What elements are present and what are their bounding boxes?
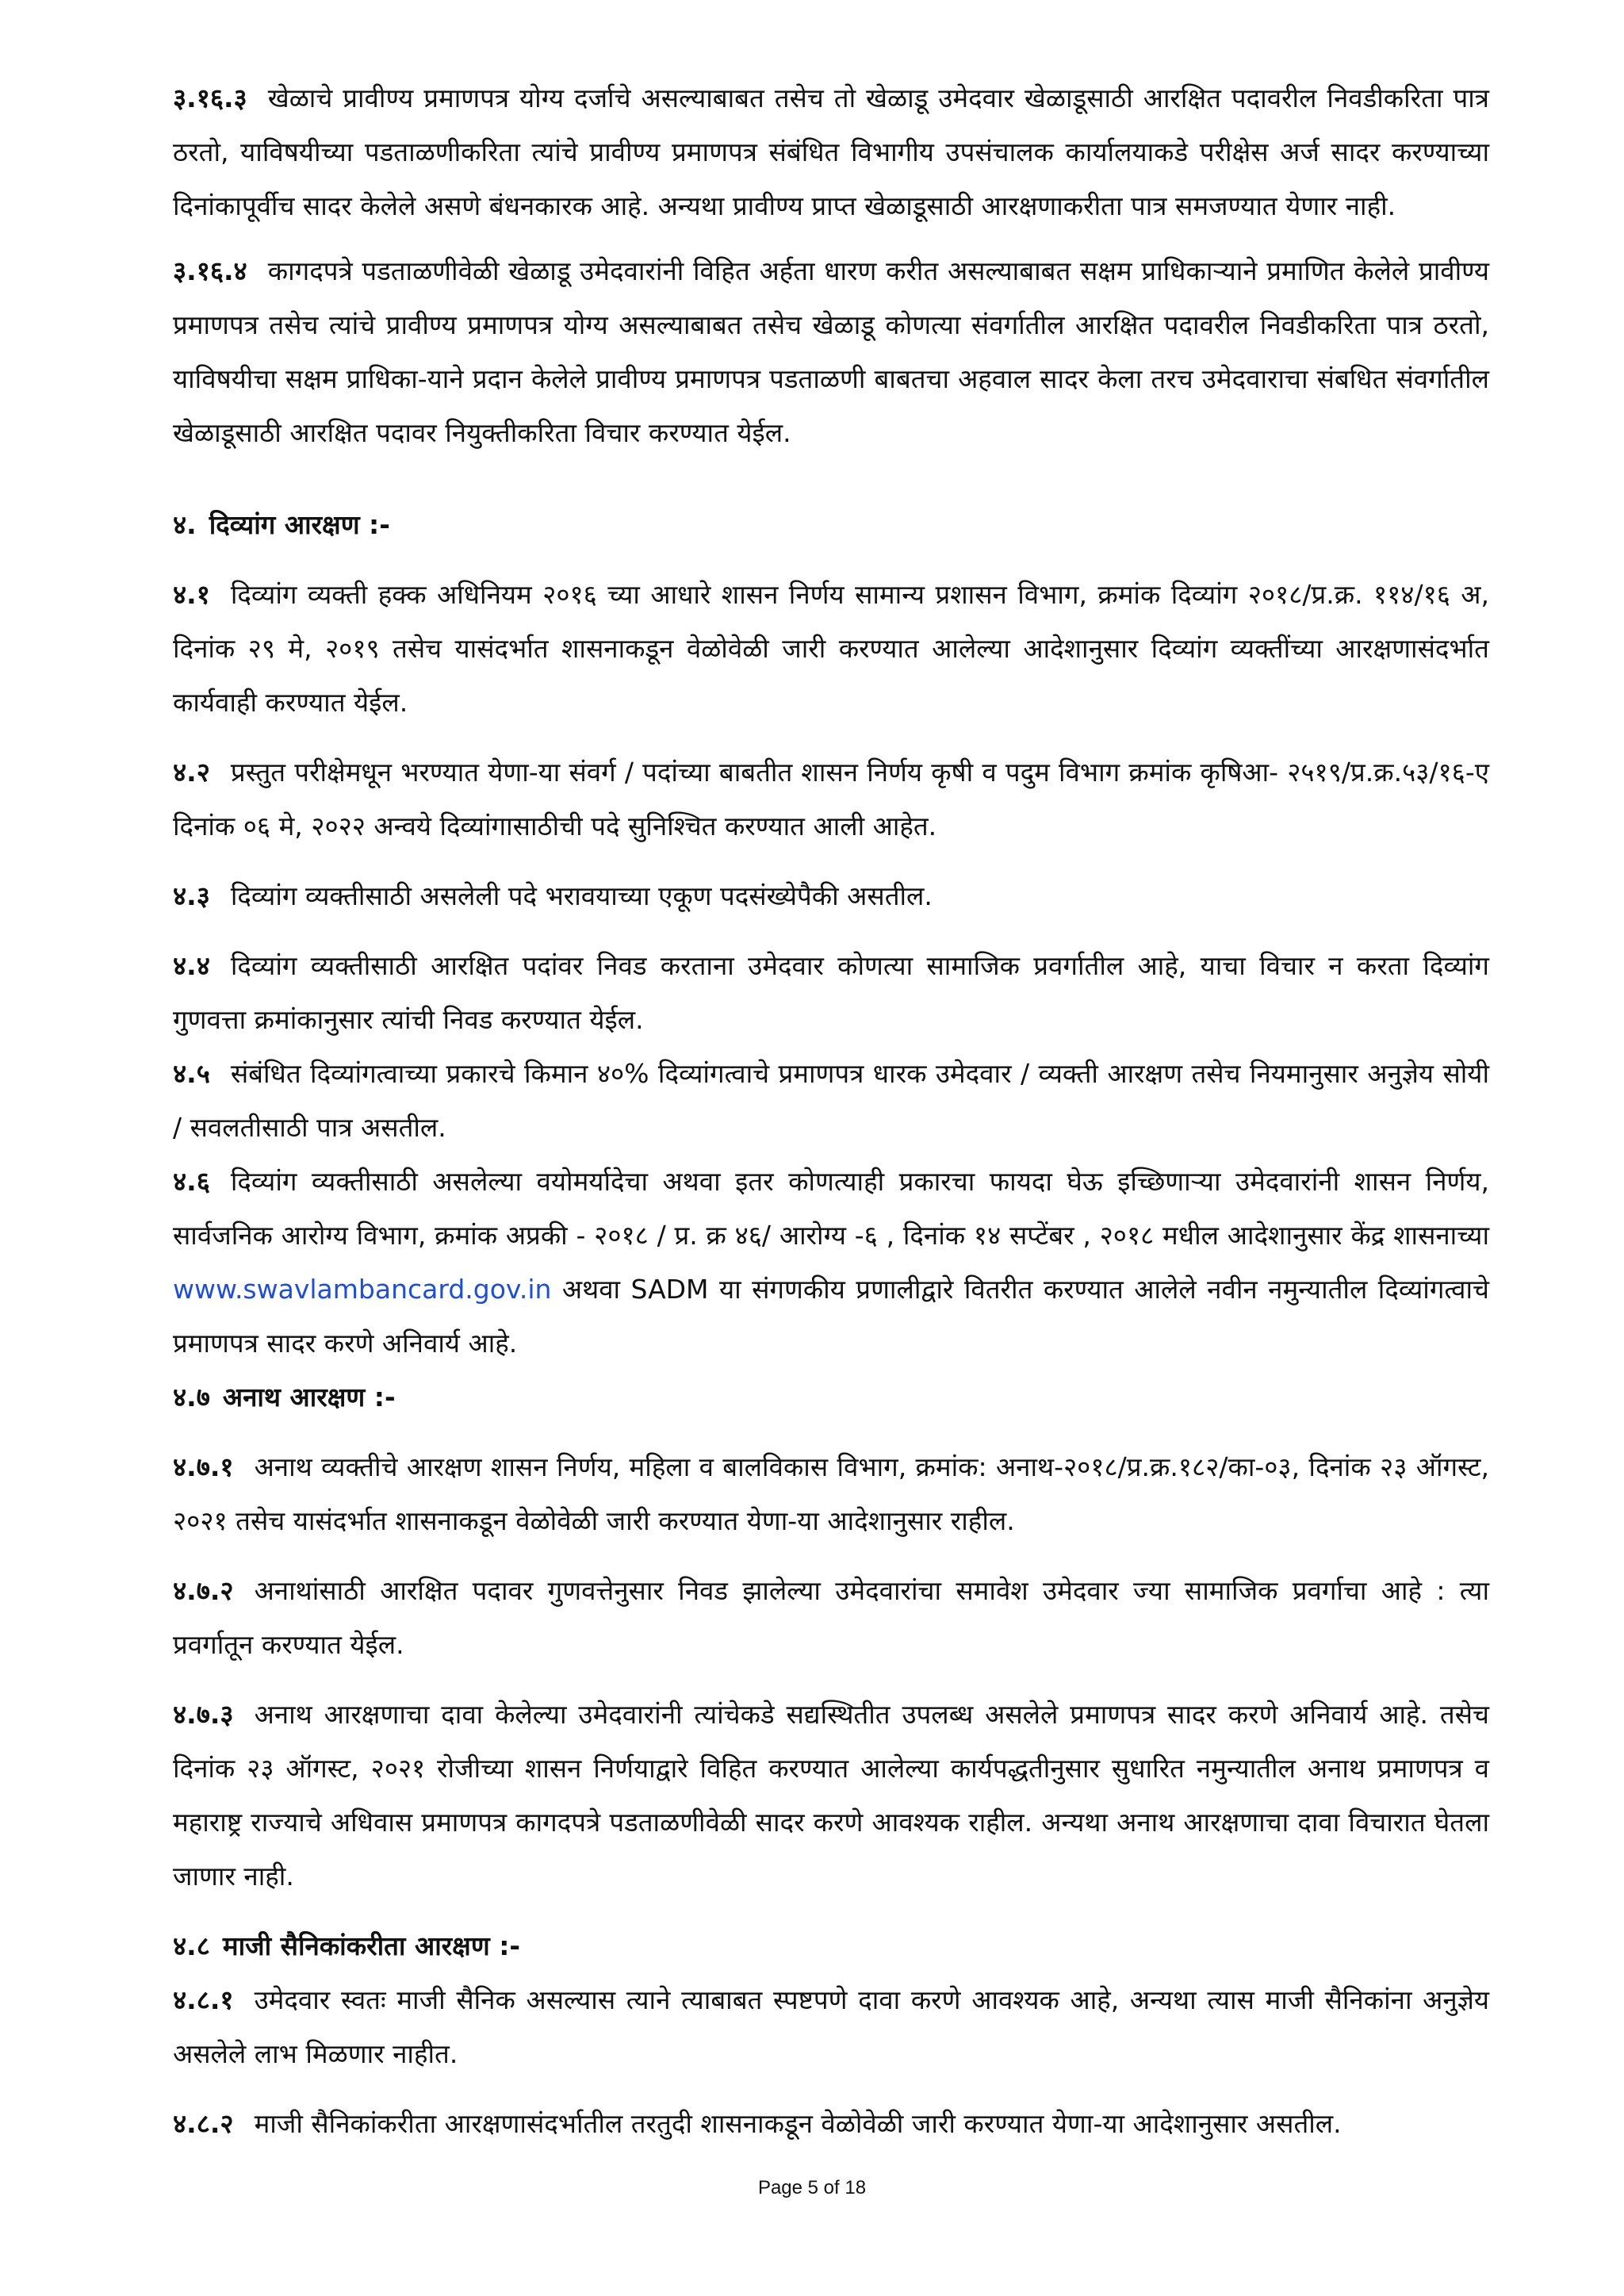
paragraph-text: खेळाचे प्रावीण्य प्रमाणपत्र योग्य दर्जाचे असल्याबाबत तसेच तो खेळाडू उमेदवार खेळाडूसाठी आरक्षित पदावरील निवडीकरिता पात्र ठरतो, याविषयीच्या पडताळणीकरिता त्यांचे प्रावीण्य प्रमाणपत्र संबंधित विभागीय उपसंचालक कार्यालयाकडे परीक्षेस अर्ज सादर करण्याच्या दिनांकापूर्वीच सादर केलेले असणे बंधनकारक आहे. अन्यथा प्रावीण्य प्राप्त खेळाडूसाठी आरक्षणाकरीता पात्र समजण्यात येणार नाही. — [173, 82, 1489, 221]
paragraph-3-16-3 — [173, 71, 1489, 233]
paragraph-text: माजी सैनिकांकरीता आरक्षणासंदर्भातील तरतुदी शासनाकडून वेळोवेळी जारी करण्यात येणा-या आदेशानुसार असतील. — [254, 2108, 1342, 2139]
paragraph-3-16-4 — [173, 244, 1489, 460]
paragraph-text: दिव्यांग व्यक्तीसाठी असलेल्या वयोमर्यादेचा अथवा इतर कोणत्याही प्रकारचा फायदा घेऊ इच्छिणाऱ्या उमेदवारांनी शासन निर्णय, सार्वजनिक आरोग्य विभाग, क्रमांक अप्रकी - २०१८ / प्र. क्र ४६/ आरोग्य -६ , दिनांक १४ सप्टेंबर , २०१८ मधील आदेशानुसार केंद्र शासनाच्या — [173, 1166, 1489, 1251]
paragraph-4-1 — [173, 568, 1489, 730]
paragraph-4-8-2 — [173, 2097, 1489, 2151]
paragraph-text-continued: अथवा SADM या संगणकीय प्रणालीद्वारे वितरीत करण्यात आलेले नवीन नमुन्यातील दिव्यांगत्वाचे प्रमाणपत्र सादर करणे अनिवार्य आहे. — [173, 1274, 1489, 1359]
paragraph-number: ४.८.१ — [173, 1984, 234, 2015]
heading-text: माजी सैनिकांकरीता आरक्षण :- — [222, 1930, 521, 1961]
paragraph-4-7-1 — [173, 1440, 1489, 1548]
document-page — [173, 71, 1489, 2151]
paragraph-number: ४.७.३ — [173, 1699, 234, 1730]
paragraph-number: ४.१ — [173, 579, 210, 610]
paragraph-number: ४.३ — [173, 880, 210, 911]
paragraph-4-7-2 — [173, 1564, 1489, 1672]
paragraph-4-4 — [173, 939, 1489, 1047]
paragraph-4-8-1 — [173, 1973, 1489, 2081]
paragraph-text: दिव्यांग व्यक्तीसाठी आरक्षित पदांवर निवड करताना उमेदवार कोणत्या सामाजिक प्रवर्गातील आहे, याचा विचार न करता दिव्यांग गुणवत्ता क्रमांकानुसार त्यांची निवड करण्यात येईल. — [173, 950, 1489, 1035]
paragraph-text: अनाथांसाठी आरक्षित पदावर गुणवत्तेनुसार निवड झालेल्या उमेदवारांचा समावेश उमेदवार ज्या सामाजिक प्रवर्गाचा आहे : त्या प्रवर्गातून करण्यात येईल. — [173, 1575, 1489, 1660]
section-heading-4-8 — [173, 1919, 1489, 1973]
section-heading-4 — [173, 498, 1489, 552]
paragraph-text: अनाथ आरक्षणाचा दावा केलेल्या उमेदवारांनी त्यांचेकडे सद्यस्थितीत उपलब्ध असलेले प्रमाणपत्र सादर करणे अनिवार्य आहे. तसेच दिनांक २३ ऑगस्ट, २०२१ रोजीच्या शासन निर्णयाद्वारे विहित करण्यात आलेल्या कार्यपद्धतीनुसार सुधारित नमुन्यातील अनाथ प्रमाणपत्र व महाराष्ट्र राज्याचे अधिवास प्रमाणपत्र कागदपत्रे पडताळणीवेळी सादर करणे आवश्यक राहील. अन्यथा अनाथ आरक्षणाचा दावा विचारात घेतला जाणार नाही. — [173, 1699, 1489, 1892]
paragraph-text: संबंधित दिव्यांगत्वाच्या प्रकारचे किमान ४०% दिव्यांगत्वाचे प्रमाणपत्र धारक उमेदवार / व्यक्ती आरक्षण तसेच नियमानुसार अनुज्ञेय सोयी / सवलतीसाठी पात्र असतील. — [173, 1058, 1489, 1143]
paragraph-4-2 — [173, 746, 1489, 853]
paragraph-number: ४.७.२ — [173, 1575, 234, 1606]
paragraph-4-6 — [173, 1155, 1489, 1370]
paragraph-4-3 — [173, 869, 1489, 923]
paragraph-text: प्रस्तुत परीक्षेमधून भरण्यात येणा-या संवर्ग / पदांच्या बाबतीत शासन निर्णय कृषी व पदुम विभाग क्रमांक कृषिआ- २५१९/प्र.क्र.५३/१६-ए दिनांक ०६ मे, २०२२ अन्वये दिव्यांगासाठीची पदे सुनिश्चित करण्यात आली आहेत. — [173, 757, 1489, 841]
paragraph-number: ४.६ — [173, 1166, 210, 1197]
paragraph-number: ४.४ — [173, 950, 210, 981]
paragraph-number: ४.७.१ — [173, 1451, 234, 1482]
page-number-footer: Page 5 of 18 — [757, 2177, 867, 2198]
heading-text: अनाथ आरक्षण :- — [222, 1382, 396, 1412]
paragraph-text: अनाथ व्यक्तीचे आरक्षण शासन निर्णय, महिला व बालविकास विभाग, क्रमांक: अनाथ-२०१८/प्र.क्र.१८२/का-०३, दिनांक २३ ऑगस्ट, २०२१ तसेच यासंदर्भात शासनाकडून वेळोवेळी जारी करण्यात येणा-या आदेशानुसार राहील. — [173, 1451, 1489, 1536]
paragraph-text: दिव्यांग व्यक्ती हक्क अधिनियम २०१६ च्या आधारे शासन निर्णय सामान्य प्रशासन विभाग, क्रमांक दिव्यांग २०१८/प्र.क्र. ११४/१६ अ, दिनांक २९ मे, २०१९ तसेच यासंदर्भात शासनाकडून वेळोवेळी जारी करण्यात आलेल्या आदेशानुसार दिव्यांग व्यक्तींच्या आरक्षणासंदर्भात कार्यवाही करण्यात येईल. — [173, 579, 1489, 718]
section-heading-4-7 — [173, 1370, 1489, 1424]
paragraph-number: ४.२ — [173, 757, 210, 788]
paragraph-text: कागदपत्रे पडताळणीवेळी खेळाडू उमेदवारांनी विहित अर्हता धारण करीत असल्याबाबत सक्षम प्राधिकाऱ्याने प्रमाणित केलेले प्रावीण्य प्रमाणपत्र तसेच त्यांचे प्रावीण्य प्रमाणपत्र योग्य असल्याबाबत तसेच खेळाडू कोणत्या संवर्गातील आरक्षित पदावरील निवडीकरिता पात्र ठरतो, याविषयीचा सक्षम प्राधिका-याने प्रदान केलेले प्रावीण्य प्रमाणपत्र पडताळणी बाबतचा अहवाल सादर केला तरच उमेदवाराचा संबधित संवर्गातील खेळाडूसाठी आरक्षित पदावर नियुक्तीकरिता विचार करण्यात येईल. — [173, 255, 1489, 448]
paragraph-4-5 — [173, 1047, 1489, 1155]
heading-text: दिव्यांग आरक्षण :- — [209, 509, 390, 540]
swavlamban-card-link[interactable]: www.swavlambancard.gov.in — [173, 1274, 552, 1305]
paragraph-number: ४.८.२ — [173, 2108, 234, 2139]
paragraph-text: दिव्यांग व्यक्तीसाठी असलेली पदे भरावयाच्या एकूण पदसंख्येपैकी असतील. — [230, 880, 933, 911]
heading-number: ४.७ — [173, 1382, 210, 1412]
paragraph-number: ३.१६.४ — [173, 255, 247, 286]
paragraph-number: ४.५ — [173, 1058, 210, 1089]
paragraph-number: ३.१६.३ — [173, 82, 247, 113]
heading-number: ४. — [173, 509, 197, 540]
heading-number: ४.८ — [173, 1930, 210, 1961]
paragraph-4-7-3 — [173, 1688, 1489, 1903]
paragraph-text: उमेदवार स्वतः माजी सैनिक असल्यास त्याने त्याबाबत स्पष्टपणे दावा करणे आवश्यक आहे, अन्यथा त्यास माजी सैनिकांना अनुज्ञेय असलेले लाभ मिळणार नाहीत. — [173, 1984, 1489, 2069]
